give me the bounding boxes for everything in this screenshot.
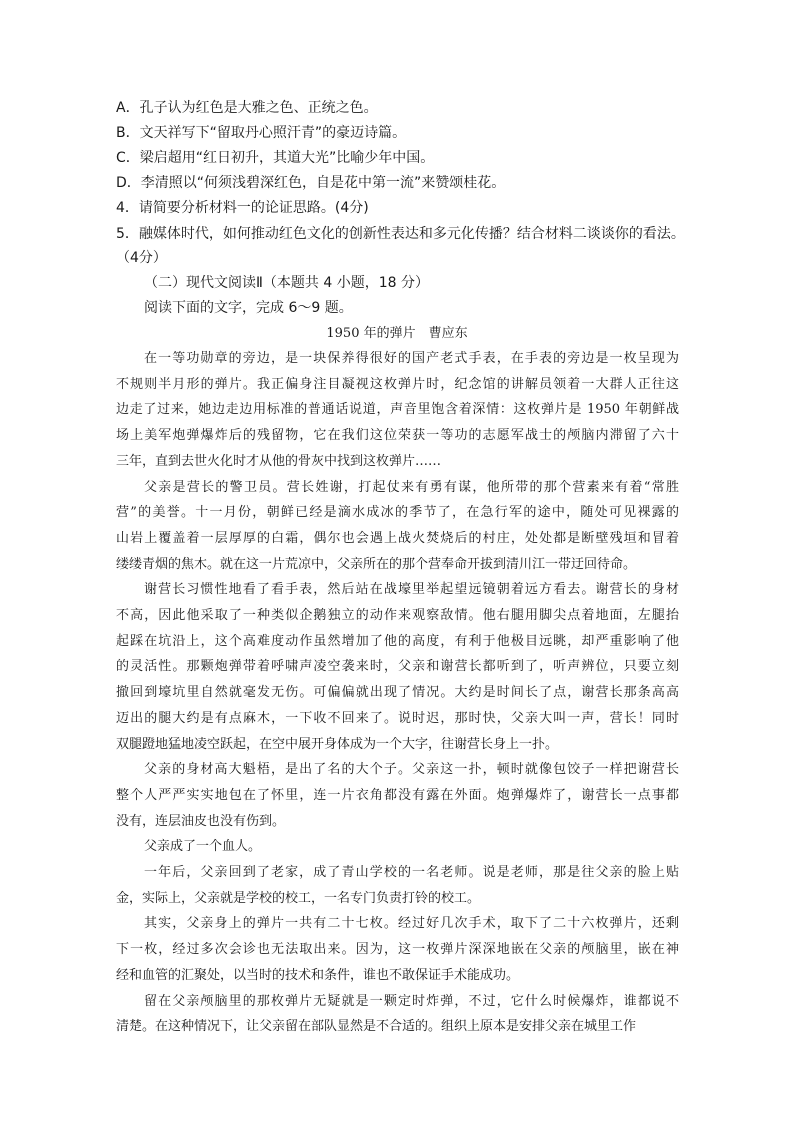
question-5-points: （4分） (116, 250, 167, 266)
option-d: D．李清照以“何须浅碧深红色，自是花中第一流”来赞颂桂花。 (116, 175, 506, 191)
story-line: 营”的美誉。十一月份，朝鲜已经是滴水成冰的季节了，在急行军的途中，随处可见裸露的 (116, 505, 679, 521)
story-line: 经和血管的汇聚处，以当时的技术和条件，谁也不敢保证手术能成功。 (116, 967, 520, 983)
section-heading: （二）现代文阅读Ⅱ（本题共 4 小题，18 分） (144, 275, 429, 291)
story-line: 迈出的腿大约是有点麻木，一下收不回来了。说时迟，那时快，父亲大叫一声，营长！同时 (116, 710, 679, 726)
story-line: 父亲是营长的警卫员。营长姓谢，打起仗来有勇有谋，他所带的那个营素来有着“常胜 (144, 479, 679, 495)
story-line: 没有，连层油皮也没有伤到。 (116, 813, 286, 829)
story-line: 场上美军炮弹爆炸后的残留物，它在我们这位荣获一等功的志愿军战士的颅脑内滞留了六十 (116, 428, 679, 444)
option-c: C．梁启超用“红日初升，其道大光”比喻少年中国。 (116, 150, 435, 166)
reading-instruction: 阅读下面的文字，完成 6～9 题。 (144, 300, 353, 316)
story-line: 不规则半月形的弹片。我正偏身注目凝视这枚弹片时，纪念馆的讲解员领着一大群人正往这 (116, 376, 679, 392)
story-line: 父亲的身材高大魁梧，是出了名的大个子。父亲这一扑，顿时就像包饺子一样把谢营长 (144, 762, 679, 778)
story-line: 谢营长习惯性地看了看手表，然后站在战壕里举起望远镜朝着远方看去。谢营长的身材 (144, 582, 679, 598)
story-line: 整个人严严实实地包在了怀里，连一片衣角都没有露在外面。炮弹爆炸了，谢营长一点事都 (116, 787, 679, 803)
option-b: B．文天祥写下“留取丹心照汗青”的豪迈诗篇。 (116, 125, 407, 141)
story-line: 清楚。在这种情况下，让父亲留在部队显然是不合适的。组织上原本是安排父亲在城里工作 (116, 1019, 637, 1035)
story-title: 1950 年的弹片 曹应东 (326, 326, 468, 341)
story-line: 其实，父亲身上的弹片一共有二十七枚。经过好几次手术，取下了二十六枚弹片，还剩 (144, 916, 679, 932)
story-line: 双腿蹬地猛地凌空跃起，在空中展开身体成为一个大字，往谢营长身上一扑。 (116, 736, 559, 752)
story-line: 金，实际上，父亲就是学校的校工，一名专门负责打铃的校工。 (116, 890, 481, 906)
question-5: 5．融媒体时代，如何推动红色文化的创新性表达和多元化传播？结合材料二谈谈你的看法。 (116, 226, 685, 242)
story-line: 三年，直到去世火化时才从他的骨灰中找到这枚弹片…… (116, 453, 442, 469)
story-line: 在一等功勋章的旁边，是一块保养得很好的国产老式手表，在手表的旁边是一枚呈现为 (144, 351, 679, 366)
option-a: A．孔子认为红色是大雅之色、正统之色。 (116, 100, 378, 116)
story-line: 山岩上覆盖着一层厚厚的白霜，偶尔也会遇上战火焚烧后的村庄，处处都是断壁残垣和冒着 (116, 530, 679, 546)
story-line: 边走了过来，她边走边用标准的普通话说道，声音里饱含着深情：这枚弹片是 1950 年朝鲜战 (116, 402, 679, 418)
story-line: 下一枚，经过多次会诊也无法取出来。因为，这一枚弹片深深地嵌在父亲的颅脑里，嵌在神 (116, 942, 679, 958)
story-line: 父亲成了一个血人。 (144, 839, 262, 855)
story-line: 的灵活性。那颗炮弹带着呼啸声凌空袭来时，父亲和谢营长都听到了，听声辨位，只要立刻 (116, 659, 679, 675)
story-line: 留在父亲颅脑里的那枚弹片无疑就是一颗定时炸弹，不过，它什么时候爆炸，谁都说不 (144, 993, 679, 1009)
story-line: 一年后，父亲回到了老家，成了青山学校的一名老师。说是老师，那是往父亲的脸上贴 (144, 865, 679, 880)
story-line: 撤回到壕坑里自然就毫发无伤。可偏偏就出现了情况。大约是时间长了点，谢营长那条高高 (116, 685, 679, 701)
question-4: 4．请简要分析材料一的论证思路。(4分) (116, 200, 369, 216)
story-line: 起踩在坑沿上，这个高难度动作虽然增加了他的高度，有利于他极目远眺，却严重影响了他 (116, 633, 679, 649)
story-line: 缕缕青烟的焦木。就在这一片荒凉中，父亲所在的那个营奉命开拔到清川江一带迂回待命。 (116, 556, 637, 572)
story-line: 不高，因此他采取了一种类似企鹅独立的动作来观察敌情。他右腿用脚尖点着地面，左腿抬 (116, 608, 679, 623)
